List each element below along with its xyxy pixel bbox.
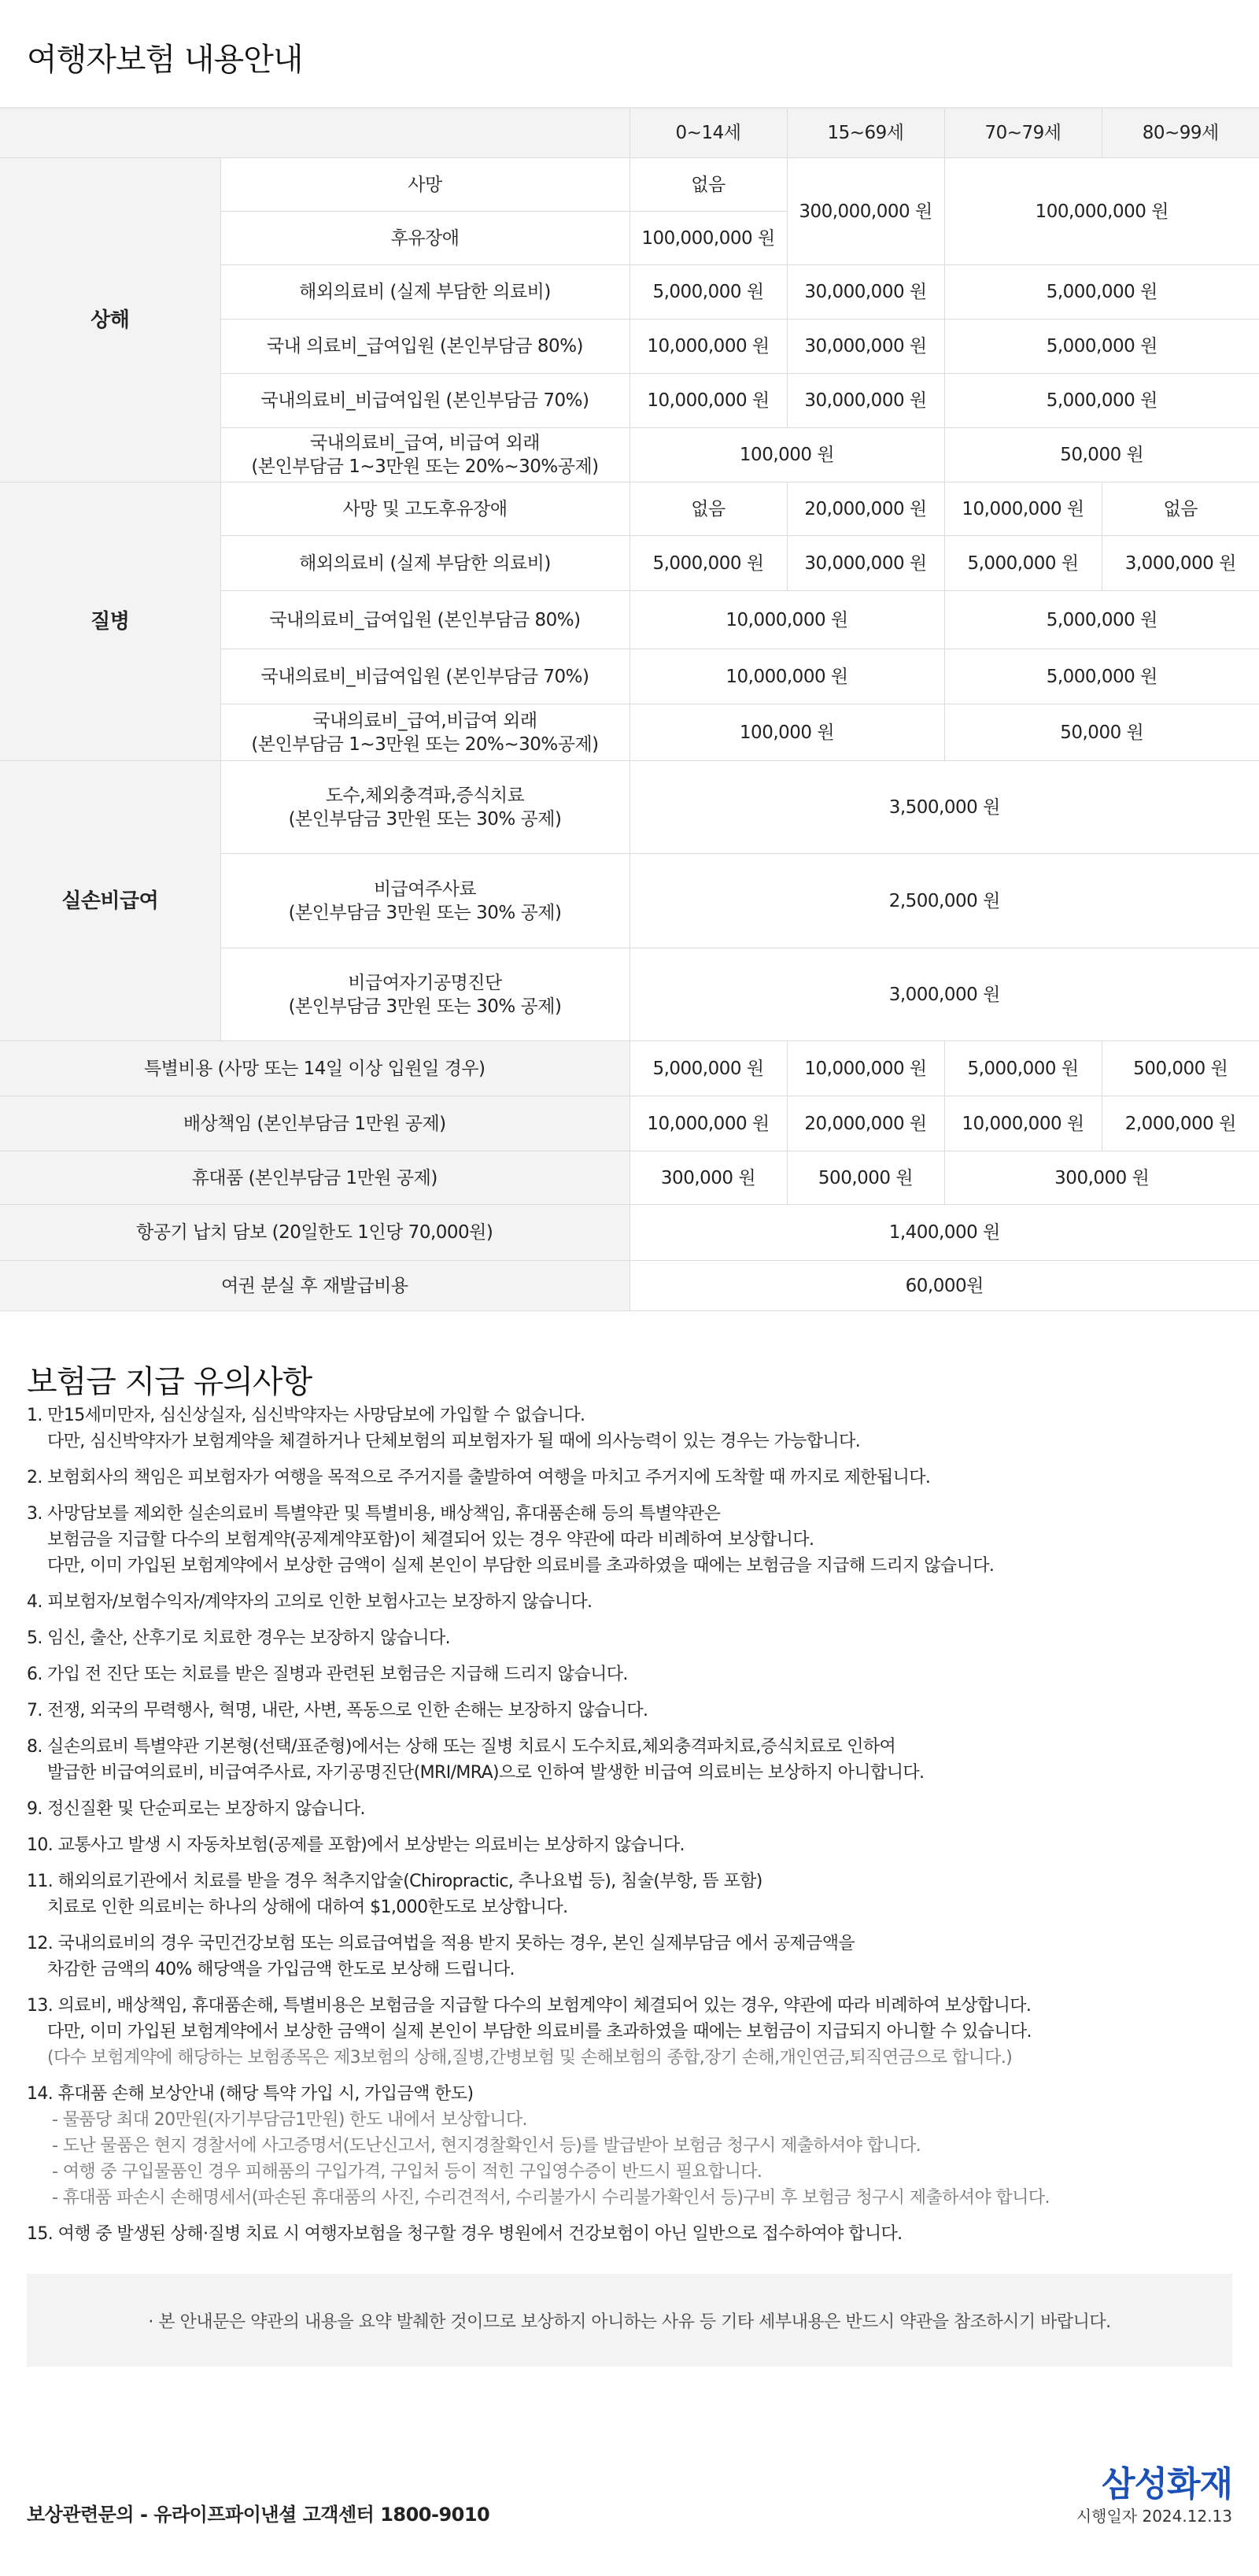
notes-title: 보험금 지급 유의사항 [27, 1364, 312, 1400]
row-label: 휴대품 (본인부담금 1만원 공제) [0, 1151, 630, 1205]
row-label: 특별비용 (사망 또는 14일 이상 입원일 경우) [0, 1041, 630, 1096]
cell-value: 30,000,000 원 [787, 536, 944, 591]
disclaimer-text: · 본 안내문은 약관의 내용을 요약 발췌한 것이므로 보상하지 아니하는 사유 등 기타 세부내용은 반드시 약관을 참조하시기 바랍니다. [148, 2312, 1111, 2332]
cell-value: 5,000,000 원 [944, 320, 1259, 374]
note-text: 6. 가입 전 진단 또는 치료를 받은 질병과 관련된 보험금은 지급해 드리지 않습니다. [27, 1665, 628, 1684]
note-item [27, 1625, 1232, 1651]
notes-section [0, 1311, 1259, 2247]
cell-value: 5,000,000 원 [944, 536, 1102, 591]
cell-value: 20,000,000 원 [787, 482, 944, 536]
cell-value: 5,000,000 원 [630, 1041, 787, 1096]
cell-value: 없음 [630, 482, 787, 536]
note-item [27, 1501, 1232, 1579]
table-row [0, 761, 1259, 854]
table-row [0, 1096, 1259, 1151]
table-row [0, 1041, 1259, 1096]
note-text: 발급한 비급여의료비, 비급여주사료, 자기공명진단(MRI/MRA)으로 인하여 발생한 비급여 의료비는 보상하지 아니합니다. [47, 1763, 925, 1783]
note-text: 치료로 인한 의료비는 하나의 상해에 대하여 $1,000한도로 보상합니다. [47, 1898, 568, 1917]
note-text: 5. 임신, 출산, 산후기로 치료한 경우는 보장하지 않습니다. [27, 1628, 451, 1648]
note-text: 9. 정신질환 및 단순피로는 보장하지 않습니다. [27, 1799, 365, 1819]
table-header-row [0, 109, 1259, 158]
table-header-blank [0, 109, 630, 158]
note-text: 4. 피보험자/보험수익자/계약자의 고의로 인한 보험사고는 보장하지 않습니다. [27, 1592, 593, 1612]
row-label: 사망 [220, 158, 630, 212]
column-header: 70~79세 [944, 109, 1102, 158]
row-label: 후유장애 [220, 212, 630, 265]
cell-value: 10,000,000 원 [630, 649, 944, 704]
note-text: 10. 교통사고 발생 시 자동차보험(공제를 포함)에서 보상받는 의료비는 보상하지 않습니다. [27, 1835, 685, 1855]
cell-value: 10,000,000 원 [630, 374, 787, 428]
cell-value: 2,500,000 원 [630, 854, 1259, 948]
cell-value: 100,000,000 원 [944, 158, 1259, 265]
table-row [0, 158, 1259, 212]
cell-value: 5,000,000 원 [944, 374, 1259, 428]
table-row [0, 482, 1259, 536]
cell-value: 50,000 원 [944, 428, 1259, 482]
cell-value: 5,000,000 원 [944, 1041, 1102, 1096]
cell-value: 5,000,000 원 [944, 591, 1259, 649]
cell-value: 10,000,000 원 [630, 591, 944, 649]
table-row [0, 1205, 1259, 1261]
note-item [27, 1589, 1232, 1615]
row-label: 배상책임 (본인부담금 1만원 공제) [0, 1096, 630, 1151]
note-text: - 도난 물품은 현지 경찰서에 사고증명서(도난신고서, 현지경찰확인서 등)를 발급받아 보험금 청구시 제출하셔야 합니다. [52, 2136, 921, 2156]
table-row [0, 1261, 1259, 1311]
note-text: 3. 사망담보를 제외한 실손의료비 특별약관 및 특별비용, 배상책임, 휴대품손해 등의 특별약관은 [27, 1504, 721, 1524]
note-item [27, 1931, 1232, 1983]
note-text: 13. 의료비, 배상책임, 휴대품손해, 특별비용은 보험금을 지급할 다수의 보험계약이 체결되어 있는 경우, 약관에 따라 비례하여 보상합니다. [27, 1996, 1032, 2016]
category-injury: 상해 [0, 158, 220, 482]
row-label: 비급여자기공명진단 (본인부담금 3만원 또는 30% 공제) [220, 948, 630, 1041]
page-title: 여행자보험 내용안내 [27, 42, 303, 78]
note-item [27, 1698, 1232, 1724]
note-item [27, 1993, 1232, 2071]
note-text: (다수 보험계약에 해당하는 보험종목은 제3보험의 상해,질병,간병보험 및 손해보험의 종합,장기 손해,개인연금,퇴직연금으로 합니다.) [47, 2048, 1013, 2068]
note-text: 2. 보험회사의 책임은 피보험자가 여행을 목적으로 주거지를 출발하여 여행을 마치고 주거지에 도착할 때 까지로 제한됩니다. [27, 1468, 931, 1488]
cell-value: 3,000,000 원 [630, 948, 1259, 1041]
row-label: 국내의료비_비급여입원 (본인부담금 70%) [220, 374, 630, 428]
cell-value: 5,000,000 원 [944, 265, 1259, 320]
cell-value: 5,000,000 원 [944, 649, 1259, 704]
note-text: 다만, 이미 가입된 보험계약에서 보상한 금액이 실제 본인이 부담한 의료비를 초과하였을 때에는 보험금이 지급되지 아니할 수 있습니다. [47, 2022, 1032, 2042]
cell-value: 5,000,000 원 [630, 536, 787, 591]
cell-value: 없음 [1102, 482, 1259, 536]
note-item [27, 2221, 1232, 2247]
column-header: 80~99세 [1102, 109, 1259, 158]
row-label: 여권 분실 후 재발급비용 [0, 1261, 630, 1311]
note-item [27, 1734, 1232, 1786]
row-label: 국내 의료비_급여입원 (본인부담금 80%) [220, 320, 630, 374]
row-label: 비급여주사료 (본인부담금 3만원 또는 30% 공제) [220, 854, 630, 948]
effective-date: 시행일자 2024.12.13 [1076, 2507, 1232, 2526]
note-item [27, 1832, 1232, 1858]
footer [27, 2448, 1232, 2526]
row-label: 국내의료비_비급여입원 (본인부담금 70%) [220, 649, 630, 704]
cell-value: 300,000,000 원 [787, 158, 944, 265]
cell-value: 50,000 원 [944, 704, 1259, 761]
cell-value: 10,000,000 원 [944, 482, 1102, 536]
cell-value: 5,000,000 원 [630, 265, 787, 320]
cell-value: 10,000,000 원 [630, 1096, 787, 1151]
cell-value: 300,000 원 [630, 1151, 787, 1205]
note-text: 14. 휴대품 손해 보상안내 (해당 특약 가입 시, 가입금액 한도) [27, 2084, 474, 2104]
note-text: 보험금을 지급할 다수의 보험계약(공제계약포함)이 체결되어 있는 경우 약관에 따라 비례하여 보상합니다. [47, 1530, 814, 1550]
cell-value: 100,000 원 [630, 704, 944, 761]
cell-value: 10,000,000 원 [787, 1041, 944, 1096]
note-text: 12. 국내의료비의 경우 국민건강보험 또는 의료급여법을 적용 받지 못하는 경우, 본인 실제부담금 에서 공제금액을 [27, 1934, 855, 1953]
cell-value: 30,000,000 원 [787, 320, 944, 374]
category-disease: 질병 [0, 482, 220, 761]
note-text: - 휴대품 파손시 손해명세서(파손된 휴대품의 사진, 수리견적서, 수리불가시 수리불가확인서 등)구비 후 보험금 청구시 제출하셔야 합니다. [52, 2188, 1050, 2208]
cell-value: 100,000,000 원 [630, 212, 787, 265]
note-text: 11. 해외의료기관에서 치료를 받을 경우 척추지압술(Chiropractic, 추나요법 등), 침술(부항, 뜸 포함) [27, 1872, 762, 1891]
row-label: 해외의료비 (실제 부담한 의료비) [220, 536, 630, 591]
coverage-table [0, 109, 1259, 1311]
note-text: 다만, 이미 가입된 보험계약에서 보상한 금액이 실제 본인이 부담한 의료비를 초과하였을 때에는 보험금을 지급해 드리지 않습니다. [47, 1556, 995, 1576]
row-label: 사망 및 고도후유장애 [220, 482, 630, 536]
cell-value: 3,500,000 원 [630, 761, 1259, 854]
cell-value: 100,000 원 [630, 428, 944, 482]
note-text: 1. 만15세미만자, 심신상실자, 심신박약자는 사망담보에 가입할 수 없습니다. [27, 1406, 585, 1425]
table-row [0, 1151, 1259, 1205]
cell-value: 10,000,000 원 [944, 1096, 1102, 1151]
note-text: - 여행 중 구입물품인 경우 피해품의 구입가격, 구입처 등이 적힌 구입영수증이 반드시 필요합니다. [52, 2162, 762, 2182]
brand-logo: 삼성화재 [1101, 2464, 1232, 2504]
cell-value: 1,400,000 원 [630, 1205, 1259, 1261]
cell-value: 없음 [630, 158, 787, 212]
note-text: 7. 전쟁, 외국의 무력행사, 혁명, 내란, 사변, 폭동으로 인한 손해는 보장하지 않습니다. [27, 1701, 648, 1720]
row-label: 국내의료비_급여, 비급여 외래 (본인부담금 1~3만원 또는 20%~30%공제) [220, 428, 630, 482]
note-item [27, 1796, 1232, 1822]
note-text: 차감한 금액의 40% 해당액을 가입금액 한도로 보상해 드립니다. [47, 1960, 515, 1979]
column-header: 15~69세 [787, 109, 944, 158]
column-header: 0~14세 [630, 109, 787, 158]
cell-value: 60,000원 [630, 1261, 1259, 1311]
contact-info: 보상관련문의 - 유라이프파이낸셜 고객센터 1800-9010 [27, 2504, 490, 2526]
cell-value: 300,000 원 [944, 1151, 1259, 1205]
cell-value: 500,000 원 [1102, 1041, 1259, 1096]
note-item [27, 1403, 1232, 1454]
row-label: 도수,체외충격파,증식치료 (본인부담금 3만원 또는 30% 공제) [220, 761, 630, 854]
note-item [27, 1465, 1232, 1491]
row-label: 항공기 납치 담보 (20일한도 1인당 70,000원) [0, 1205, 630, 1261]
category-noncovered: 실손비급여 [0, 761, 220, 1041]
cell-value: 20,000,000 원 [787, 1096, 944, 1151]
note-text: 다만, 심신박약자가 보험계약을 체결하거나 단체보험의 피보험자가 될 때에 의사능력이 있는 경우는 가능합니다. [47, 1432, 861, 1451]
note-item [27, 2081, 1232, 2211]
row-label: 국내의료비_급여입원 (본인부담금 80%) [220, 591, 630, 649]
cell-value: 2,000,000 원 [1102, 1096, 1259, 1151]
note-text: 8. 실손의료비 특별약관 기본형(선택/표준형)에서는 상해 또는 질병 치료시 도수치료,체외충격파치료,증식치료로 인하여 [27, 1737, 896, 1757]
cell-value: 30,000,000 원 [787, 374, 944, 428]
cell-value: 10,000,000 원 [630, 320, 787, 374]
row-label: 해외의료비 (실제 부담한 의료비) [220, 265, 630, 320]
note-item [27, 1868, 1232, 1920]
cell-value: 3,000,000 원 [1102, 536, 1259, 591]
note-text: 15. 여행 중 발생된 상해·질병 치료 시 여행자보험을 청구할 경우 병원에서 건강보험이 아닌 일반으로 접수하여야 합니다. [27, 2224, 903, 2244]
disclaimer-box [27, 2274, 1232, 2367]
cell-value: 30,000,000 원 [787, 265, 944, 320]
row-label: 국내의료비_급여,비급여 외래 (본인부담금 1~3만원 또는 20%~30%공제) [220, 704, 630, 761]
note-text: - 물품당 최대 20만원(자기부담금1만원) 한도 내에서 보상합니다. [52, 2110, 527, 2130]
cell-value: 500,000 원 [787, 1151, 944, 1205]
notes-list [27, 1403, 1232, 2247]
note-item [27, 1661, 1232, 1687]
